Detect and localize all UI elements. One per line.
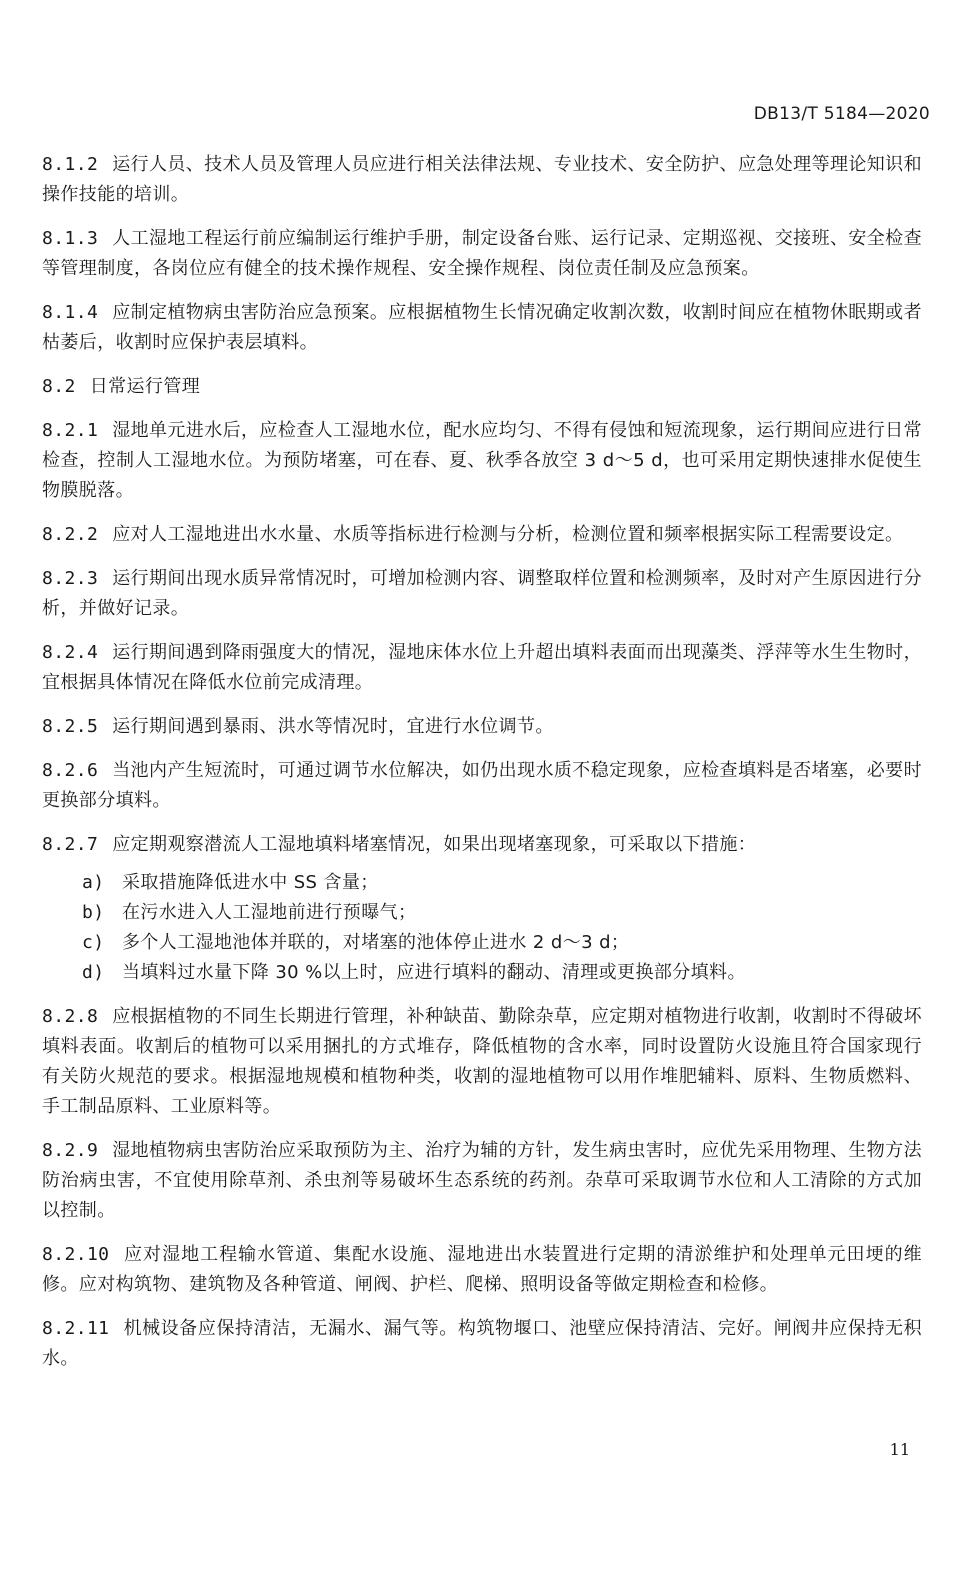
list-item [42,868,922,898]
clause-number: 8.1.4 [42,302,99,323]
clause-number: 8.2.11 [42,1318,110,1339]
clause-number: 8.2.8 [42,1006,99,1027]
clause-8-2-7 [42,830,922,860]
clause-text: 湿地单元进水后，应检查人工湿地水位，配水应均匀、不得有侵蚀和短流现象，运行期间应进行日常检查，控制人工湿地水位。为预防堵塞，可在春、夏、秋季各放空 3 d～5 d，也可采用定期快速排水促使生物膜脱落。 [42,420,922,501]
list-marker: c) [82,932,105,953]
clause-number: 8.2.3 [42,568,99,589]
clause-8-2-3 [42,564,922,624]
clause-text: 应定期观察潜流人工湿地填料堵塞情况，如果出现堵塞现象，可采取以下措施： [112,834,757,855]
clause-text: 运行期间遇到暴雨、洪水等情况时，宜进行水位调节。 [112,716,554,737]
list-marker: a) [82,872,105,893]
clause-number: 8.2.9 [42,1140,99,1161]
clause-8-1-3 [42,224,922,284]
page-number: 11 [889,1440,910,1459]
clause-8-2-1 [42,416,922,506]
clause-8-1-4 [42,298,922,358]
list-marker: d) [82,962,105,983]
clause-text: 应对湿地工程输水管道、集配水设施、湿地进出水装置进行定期的清淤维护和处理单元田埂的维修。应对构筑物、建筑物及各种管道、闸阀、护栏、爬梯、照明设备等做定期检查和检修。 [42,1244,922,1295]
clause-8-2-2 [42,520,922,550]
clause-text: 运行人员、技术人员及管理人员应进行相关法律法规、专业技术、安全防护、应急处理等理论知识和操作技能的培训。 [42,154,922,205]
clause-8-2-6 [42,756,922,816]
clause-text: 机械设备应保持清洁，无漏水、漏气等。构筑物堰口、池壁应保持清洁、完好。闸阀井应保持无积水。 [42,1318,922,1369]
clause-text: 运行期间遇到降雨强度大的情况，湿地床体水位上升超出填料表面而出现藻类、浮萍等水生生物时，宜根据具体情况在降低水位前完成清理。 [42,642,922,693]
clause-number: 8.1.3 [42,228,99,249]
clause-number: 8.2.2 [42,524,99,545]
clause-8-2-9 [42,1136,922,1226]
list-item-text: 在污水进入人工湿地前进行预曝气； [122,902,417,923]
clause-8-2-5 [42,712,922,742]
clause-number: 8.2.10 [42,1244,110,1265]
list-item [42,898,922,928]
page-content [42,150,922,1388]
clause-8-2-11 [42,1314,922,1374]
clause-number: 8.2.6 [42,760,99,781]
clause-8-1-2 [42,150,922,210]
clause-8-2-4 [42,638,922,698]
clause-number: 8.2.7 [42,834,99,855]
section-heading-8-2 [42,372,922,402]
measures-list [42,868,922,988]
clause-number: 8.2.4 [42,642,99,663]
clause-8-2-10 [42,1240,922,1300]
list-item-text: 当填料过水量下降 30 %以上时，应进行填料的翻动、清理或更换部分填料。 [122,962,746,983]
section-title: 日常运行管理 [89,376,201,397]
clause-text: 应制定植物病虫害防治应急预案。应根据植物生长情况确定收割次数，收割时间应在植物休眠期或者枯萎后，收割时应保护表层填料。 [42,302,922,353]
list-item [42,958,922,988]
section-number: 8.2 [42,376,76,397]
list-marker: b) [82,902,105,923]
clause-text: 湿地植物病虫害防治应采取预防为主、治疗为辅的方针，发生病虫害时，应优先采用物理、生物方法防治病虫害，不宜使用除草剂、杀虫剂等易破坏生态系统的药剂。杂草可采取调节水位和人工清除的方式加以控制。 [42,1140,922,1221]
clause-number: 8.2.5 [42,716,99,737]
clause-8-2-8 [42,1002,922,1122]
document-code: DB13/T 5184—2020 [753,104,930,124]
clause-number: 8.2.1 [42,420,99,441]
clause-text: 当池内产生短流时，可通过调节水位解决，如仍出现水质不稳定现象，应检查填料是否堵塞，必要时更换部分填料。 [42,760,922,811]
list-item [42,928,922,958]
list-item-text: 采取措施降低进水中 SS 含量； [122,872,379,893]
list-item-text: 多个人工湿地池体并联的，对堵塞的池体停止进水 2 d～3 d； [122,932,630,953]
clause-number: 8.1.2 [42,154,99,175]
clause-text: 应根据植物的不同生长期进行管理，补种缺苗、勤除杂草，应定期对植物进行收割，收割时不得破坏填料表面。收割后的植物可以采用捆扎的方式堆存，降低植物的含水率，同时设置防火设施且符合国家现行有关防火规范的要求。根据湿地规模和植物种类，收割的湿地植物可以用作堆肥辅料、原料、生物质燃料、手工制品原料、工业原料等。 [42,1006,922,1117]
clause-text: 运行期间出现水质异常情况时，可增加检测内容、调整取样位置和检测频率，及时对产生原因进行分析，并做好记录。 [42,568,922,619]
clause-text: 人工湿地工程运行前应编制运行维护手册，制定设备台账、运行记录、定期巡视、交接班、安全检查等管理制度，各岗位应有健全的技术操作规程、安全操作规程、岗位责任制及应急预案。 [42,228,922,279]
clause-text: 应对人工湿地进出水水量、水质等指标进行检测与分析，检测位置和频率根据实际工程需要设定。 [112,524,904,545]
